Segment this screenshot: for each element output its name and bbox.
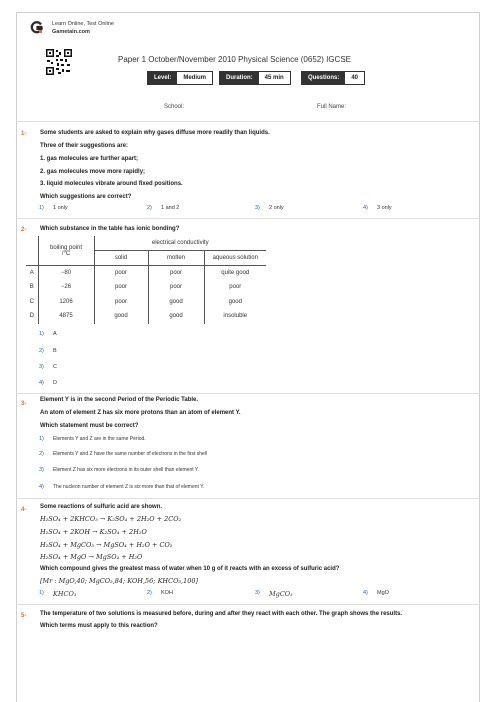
school-label: School: (164, 104, 185, 110)
molten-cell: good (148, 295, 204, 310)
bp-cell: 4875 (38, 309, 94, 324)
q1-option-2-text[interactable]: 1 and 2 (161, 205, 180, 211)
questions-label: Questions: (302, 72, 345, 84)
aqueous-header: aqueous solution (204, 251, 266, 266)
q2-option-3-text[interactable]: C (53, 364, 57, 370)
q3-option-2-number[interactable]: 2) (39, 451, 44, 457)
gametain-logo-icon (30, 21, 44, 35)
question-3-stem-1: Element Y is in the second Period of the Periodic Table. (40, 397, 199, 403)
q3-option-3-text[interactable]: Element Z has six more electrons in its outer shell than element Y. (53, 467, 199, 473)
question-2-number: 2- (21, 227, 27, 233)
q2-option-3-number[interactable]: 3) (39, 364, 44, 370)
question-1-number: 1- (21, 131, 27, 137)
questions-value: 40 (345, 72, 364, 84)
q2-option-1-number[interactable]: 1) (39, 331, 44, 337)
row-label: B (29, 284, 34, 291)
question-5-number: 5- (21, 613, 27, 619)
bp-cell: −26 (38, 280, 94, 295)
q2-option-4-number[interactable]: 4) (39, 380, 44, 386)
question-1-intro: Three of their suggestions are: (40, 143, 129, 149)
q4-option-3-text[interactable]: MgCO₃ (269, 590, 293, 598)
aqueous-cell: good (204, 295, 266, 310)
equation-1: H₂SO₄ + 2KHCO₃ → K₂SO₄ + 2H₂O + 2CO₂ (40, 515, 182, 523)
q1-option-1-number[interactable]: 1) (39, 205, 44, 211)
page-frame (16, 12, 480, 702)
q3-option-3-number[interactable]: 3) (39, 467, 44, 473)
q4-option-2-number[interactable]: 2) (147, 590, 152, 596)
divider (16, 218, 480, 219)
table-row (26, 280, 266, 295)
q2-option-2-number[interactable]: 2) (39, 348, 44, 354)
molten-cell: poor (148, 280, 204, 295)
qr-code-icon (46, 49, 72, 75)
table-header-row (26, 236, 266, 251)
question-5-ask: Which terms must apply to this reaction? (40, 623, 158, 629)
equation-4: H₂SO₄ + MgO → MgSO₄ + H₂O (40, 553, 143, 561)
q4-option-4-number[interactable]: 4) (363, 590, 368, 596)
brand[interactable] (30, 20, 114, 36)
q3-option-1-number[interactable]: 1) (39, 436, 44, 442)
question-4-stem: Some reactions of sulfuric acid are shown. (40, 504, 163, 510)
aqueous-cell: insoluble (204, 309, 266, 324)
question-2-stem: Which substance in the table has ionic bonding? (40, 226, 180, 232)
divider (16, 393, 480, 394)
q4-option-1-text[interactable]: KHCO₃ (53, 590, 77, 598)
boiling-point-unit: /°C (38, 251, 94, 266)
question-4-ask: Which compound gives the greatest mass of water when 10 g of it reacts with an excess of sulfuric acid? (40, 566, 340, 572)
table-row (26, 309, 266, 324)
q3-option-4-number[interactable]: 4) (39, 484, 44, 490)
q4-option-4-text[interactable]: MgO (377, 590, 389, 596)
q2-option-1-text[interactable]: A (53, 331, 57, 337)
brand-text (52, 20, 114, 36)
divider (16, 121, 480, 122)
q1-option-2-number[interactable]: 2) (147, 205, 152, 211)
boiling-point-header: boiling point (38, 236, 94, 251)
level-badge (147, 71, 213, 85)
substance-table (26, 236, 266, 324)
duration-label: Duration: (220, 72, 259, 84)
paper-title: Paper 1 October/November 2010 Physical Science (0652) IGCSE (118, 55, 352, 64)
solid-header: solid (94, 251, 148, 266)
question-1-suggestion-3: 3. liquid molecules vibrate around fixed positions. (40, 181, 183, 187)
solid-cell: good (94, 309, 148, 324)
q4-option-1-number[interactable]: 1) (39, 590, 44, 596)
row-label: C (29, 298, 34, 305)
level-label: Level: (148, 72, 177, 84)
row-label: A (29, 270, 34, 276)
molten-header: molten (148, 251, 204, 266)
aqueous-cell: quite good (204, 266, 266, 281)
q2-option-4-text[interactable]: D (53, 380, 57, 386)
table-subheader-row (26, 251, 266, 266)
equation-2: H₂SO₄ + 2KOH → K₂SO₄ + 2H₂O (40, 528, 147, 536)
q1-option-1-text[interactable]: 1 only (53, 205, 68, 211)
question-1-suggestion-2: 2. gas molecules move more rapidly; (40, 169, 146, 175)
aqueous-cell: poor (204, 280, 266, 295)
brand-site: Gametain.com (52, 29, 90, 35)
q3-option-1-text[interactable]: Elements Y and Z are in the same Period. (53, 436, 146, 442)
question-4-number: 4- (21, 507, 27, 513)
q3-option-4-text[interactable]: The nucleon number of element Z is six more than that of element Y. (53, 484, 205, 490)
q1-option-3-number[interactable]: 3) (255, 205, 260, 211)
question-1-ask: Which suggestions are correct? (40, 194, 132, 200)
q2-option-2-text[interactable]: B (53, 348, 57, 354)
q4-option-3-number[interactable]: 3) (255, 590, 260, 596)
question-1-stem: Some students are asked to explain why gases diffuse more readily than liquids. (40, 130, 270, 136)
row-label: D (29, 313, 34, 320)
molten-cell: poor (148, 266, 204, 281)
level-value: Medium (177, 72, 212, 84)
bp-cell: 1206 (38, 295, 94, 310)
question-1-suggestion-1: 1. gas molecules are further apart; (40, 156, 139, 162)
divider (16, 604, 480, 605)
fullname-label: Full Name: (317, 104, 347, 110)
q1-option-3-text[interactable]: 2 only (269, 205, 284, 211)
table-row (26, 295, 266, 310)
bp-cell: −80 (38, 266, 94, 281)
molten-cell: good (148, 309, 204, 324)
questions-badge (301, 71, 365, 85)
question-3-number: 3- (21, 401, 27, 407)
question-5-stem: The temperature of two solutions is measured before, during and after they react with each other. The graph shows the results. (40, 611, 403, 617)
duration-value: 45 min (259, 72, 290, 84)
solid-cell: poor (94, 266, 148, 281)
solid-cell: poor (94, 280, 148, 295)
brand-tagline: Learn Online, Test Online (52, 21, 114, 27)
q4-option-2-text[interactable]: KOH (161, 590, 173, 596)
solid-cell: poor (94, 295, 148, 310)
equation-3: H₂SO₄ + MgCO₃ → MgSO₄ + H₂O + CO₂ (40, 541, 173, 549)
relative-masses: [Mr : MgO,40; MgCO₃,84; KOH,56; KHCO₃,100] (40, 577, 199, 585)
duration-badge (219, 71, 291, 85)
q1-option-4-text[interactable]: 3 only (377, 205, 392, 211)
divider (16, 498, 480, 499)
question-3-stem-2: An atom of element Z has six more protons than an atom of element Y. (40, 410, 241, 416)
conductivity-header: electrical conductivity (94, 236, 266, 251)
q3-option-2-text[interactable]: Elements Y and Z have the same number of electrons in the first shell (53, 451, 208, 457)
table-row (26, 266, 266, 281)
q1-option-4-number[interactable]: 4) (363, 205, 368, 211)
question-3-ask: Which statement must be correct? (40, 423, 139, 429)
